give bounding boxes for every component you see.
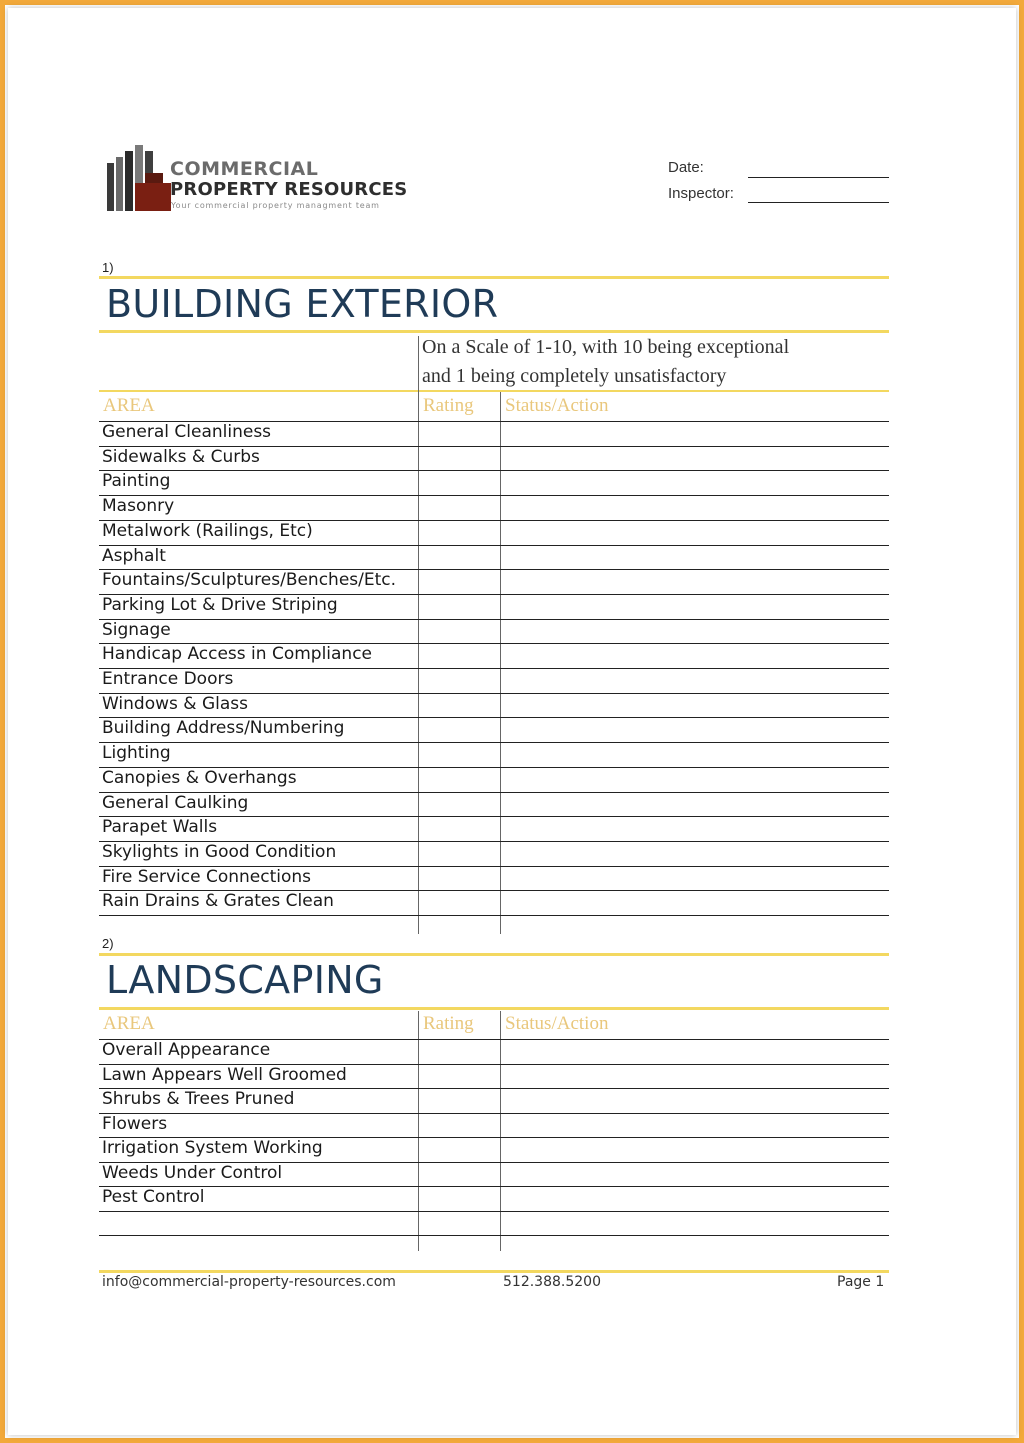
section1-header-rule [99, 390, 889, 392]
section1-number: 1) [102, 260, 114, 275]
status-action-cell[interactable] [501, 495, 889, 519]
table-row-label: Parapet Walls [102, 817, 218, 838]
table-row-label: Pest Control [102, 1187, 205, 1207]
section1-title-rule [99, 330, 889, 333]
rating-cell[interactable] [419, 1162, 499, 1186]
rating-cell[interactable] [419, 643, 499, 667]
section2-number: 2) [102, 936, 114, 951]
status-action-cell[interactable] [501, 1113, 889, 1137]
rating-cell[interactable] [419, 594, 499, 618]
status-action-cell[interactable] [501, 1186, 889, 1210]
rating-cell[interactable] [419, 693, 499, 717]
table-row-label: Asphalt [102, 545, 166, 566]
section2-title: LANDSCAPING [106, 958, 384, 1002]
rating-cell[interactable] [419, 545, 499, 569]
table-row-label: Canopies & Overhangs [102, 767, 297, 788]
table-row-label: Lawn Appears Well Groomed [102, 1064, 347, 1085]
status-action-cell[interactable] [501, 569, 889, 593]
table-row-label: Painting [102, 471, 171, 492]
status-action-cell[interactable] [501, 890, 889, 914]
status-action-cell[interactable] [501, 545, 889, 569]
company-tagline: Your commercial property managment team [171, 201, 380, 210]
status-action-cell[interactable] [501, 841, 889, 865]
rating-cell[interactable] [419, 792, 499, 816]
section2-top-rule [99, 953, 889, 956]
status-action-cell[interactable] [501, 866, 889, 890]
table-row-label: Fire Service Connections [102, 866, 312, 887]
section2-area-header: AREA [103, 1013, 155, 1034]
footer-rule [99, 1270, 889, 1273]
rating-cell[interactable] [419, 421, 499, 445]
status-action-cell[interactable] [501, 1162, 889, 1186]
rating-cell[interactable] [419, 890, 499, 914]
section1-title: BUILDING EXTERIOR [106, 282, 499, 326]
table-row-label: General Cleanliness [102, 422, 272, 442]
footer-email: info@commercial-property-resources.com [102, 1274, 396, 1290]
inspector-label: Inspector: [668, 185, 734, 202]
table-row-label: Windows & Glass [102, 693, 248, 714]
rating-cell[interactable] [419, 866, 499, 890]
rating-cell[interactable] [419, 668, 499, 692]
rating-cell[interactable] [419, 520, 499, 544]
status-action-cell[interactable] [501, 693, 889, 717]
table-row-divider [99, 1235, 889, 1236]
company-logo-icon [105, 143, 171, 213]
rating-cell[interactable] [419, 841, 499, 865]
company-name-line2: PROPERTY RESOURCES [170, 179, 408, 200]
rating-cell[interactable] [419, 569, 499, 593]
rating-cell[interactable] [419, 1186, 499, 1210]
status-action-cell[interactable] [501, 619, 889, 643]
table-row-label: Weeds Under Control [102, 1162, 283, 1183]
section2-header-rule [99, 1007, 889, 1010]
table-row-label: Rain Drains & Grates Clean [102, 891, 334, 912]
status-action-cell[interactable] [501, 470, 889, 494]
status-action-cell[interactable] [501, 643, 889, 667]
table-row-label: Fountains/Sculptures/Benches/Etc. [102, 570, 397, 591]
table-row-label: Parking Lot & Drive Striping [102, 594, 338, 615]
company-name-line1: COMMERCIAL [170, 158, 319, 180]
rating-cell[interactable] [419, 619, 499, 643]
rating-cell[interactable] [419, 470, 499, 494]
table-row-label: Flowers [102, 1113, 168, 1134]
footer-page-number: Page 1 [837, 1274, 885, 1290]
date-label: Date: [668, 159, 704, 176]
table-row-label: Handicap Access in Compliance [102, 644, 373, 665]
table-row-label: Entrance Doors [102, 669, 234, 689]
table-row-label: Masonry [102, 496, 175, 517]
status-action-cell[interactable] [501, 1064, 889, 1088]
status-action-cell[interactable] [501, 594, 889, 618]
table-row-label: Shrubs & Trees Pruned [102, 1089, 295, 1109]
inspector-field[interactable] [748, 202, 889, 203]
section1-area-header: AREA [103, 395, 155, 416]
rating-cell[interactable] [419, 1113, 499, 1137]
status-action-cell[interactable] [501, 816, 889, 840]
table-row-divider [99, 1211, 889, 1212]
section2-rating-header: Rating [423, 1013, 474, 1034]
status-action-cell[interactable] [501, 668, 889, 692]
status-action-cell[interactable] [501, 767, 889, 791]
rating-cell[interactable] [419, 1088, 499, 1112]
status-action-cell[interactable] [501, 421, 889, 445]
rating-cell[interactable] [419, 446, 499, 470]
status-action-cell[interactable] [501, 1088, 889, 1112]
table-row-label: Signage [102, 619, 171, 640]
rating-cell[interactable] [419, 742, 499, 766]
scale-instruction-line1: On a Scale of 1-10, with 10 being exceptional [422, 336, 790, 358]
rating-cell[interactable] [419, 816, 499, 840]
rating-cell[interactable] [419, 1064, 499, 1088]
section1-status-header: Status/Action [505, 395, 609, 416]
footer-phone: 512.388.5200 [503, 1274, 601, 1290]
date-field[interactable] [748, 177, 889, 178]
status-action-cell[interactable] [501, 717, 889, 741]
section1-top-rule [99, 276, 889, 279]
rating-cell[interactable] [419, 1137, 499, 1161]
status-action-cell[interactable] [501, 1039, 889, 1063]
status-action-cell[interactable] [501, 792, 889, 816]
table-row-label: Irrigation System Working [102, 1138, 323, 1158]
table-row-label: Metalwork (Railings, Etc) [102, 520, 313, 541]
status-action-cell[interactable] [501, 742, 889, 766]
status-action-cell[interactable] [501, 520, 889, 544]
table-row-divider [99, 915, 889, 916]
table-row-label: Overall Appearance [102, 1040, 271, 1060]
rating-cell[interactable] [419, 495, 499, 519]
table-row-label: Lighting [102, 743, 171, 764]
section2-status-header: Status/Action [505, 1013, 609, 1034]
table-row-label: Sidewalks & Curbs [102, 446, 260, 467]
status-action-cell[interactable] [501, 1137, 889, 1161]
scale-instruction-line2: and 1 being completely unsatisfactory [422, 365, 727, 387]
table-row-label: Skylights in Good Condition [102, 841, 337, 862]
rating-cell[interactable] [419, 717, 499, 741]
section1-rating-header: Rating [423, 395, 474, 416]
table-row-label: Building Address/Numbering [102, 718, 345, 739]
table-row-label: General Caulking [102, 792, 249, 813]
status-action-cell[interactable] [501, 446, 889, 470]
rating-cell[interactable] [419, 767, 499, 791]
rating-cell[interactable] [419, 1039, 499, 1063]
